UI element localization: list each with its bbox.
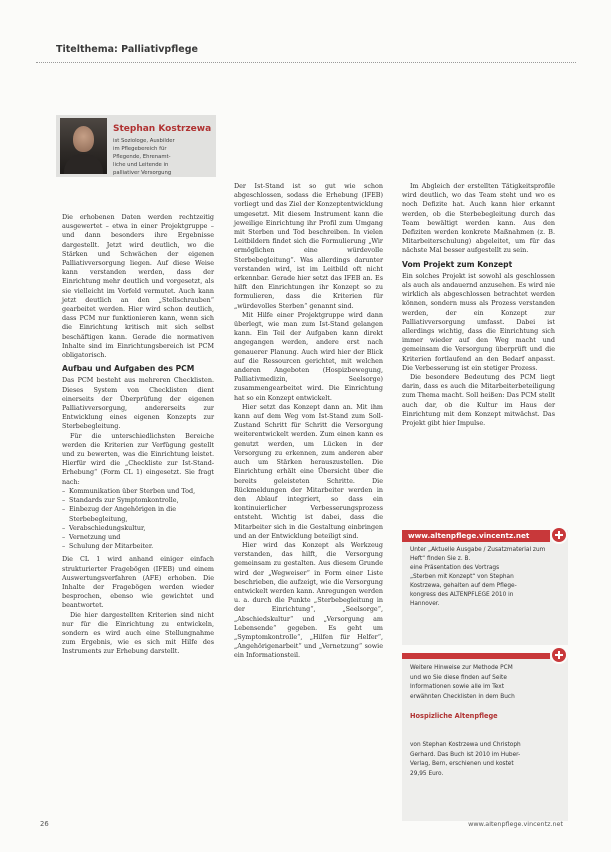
list-item: – Einbezug der Angehörigen in die Sterbebegleitung, (62, 505, 214, 523)
criteria-list (62, 487, 214, 551)
box-text: Unter „Aktuelle Ausgabe / Zusatzmaterial zum Heft“ finden Sie z. B. eine Präsentation des Vortrags „Sterben mit Konzept“ von Stephan Kostrzewa, gehalten auf dem Pflege- kongress des ALTENPFLEGE 2010 in Hannover. (410, 547, 546, 607)
author-photo (60, 118, 107, 174)
author-name: Stephan Kostrzewa (113, 124, 212, 134)
section-heading: Vom Projekt zum Konzept (402, 259, 513, 269)
text-column-2 (234, 182, 383, 661)
paragraph: Die besondere Bedeutung des PCM liegt darin, dass es auch die Mitarbeiterbeteiligung zum Thema macht. Soll heißen: Das PCM stellt auch dar, ob die Kultur im Haus der Einrichtung mit dem Konzept mitwächst. Das Projekt gibt hier Impulse. (402, 373, 555, 428)
paragraph: Der Ist-Stand ist so gut wie schon abgeschlossen, sodass die Erhebung (IFEB) vorliegt und das Ziel der Konzeptentwicklung umgesetzt. Mit diesem Instrument kann die jeweilige Einrichtung ihr Profil zum Umgang mit Sterben und Tod beschreiben. In vielen Leitbildern findet sich die Formulierung „Wir ermöglichen eine würdevolle Sterbebegleitung“. Was allerdings darunter verstanden wird, ist im Leitbild oft nicht erkennbar. Gerade hier setzt das IFEB an. Es hilft den Einrichtungen ihr Konzept so zu formulieren, dass die Kriterien für „würdevolles Sterben“ genannt sind. (234, 182, 383, 310)
footer-url[interactable]: www.altenpflege.vincentz.net (468, 820, 563, 828)
book-title: Hospizliche Altenpflege (410, 712, 498, 720)
paragraph: Ein solches Projekt ist sowohl als geschlossen als auch als andauernd anzusehen. Es wird nie wirklich als abgeschlossen betrachtet werden können, sondern muss als Prozess verstanden werden, der ein Konzept zur Palliativversorgung umfasst. Dabei ist allerdings wichtig, dass die Einrichtung sich immer wieder auf den Weg macht und gemeinsam die Versorgung überprüft und die Kriterien fortlaufend an den Bedarf anpasst. Die Verbesserung ist ein stetiger Prozess. (402, 271, 555, 372)
paragraph: Hier setzt das Konzept dann an. Mit ihm kann auf dem Weg vom Ist-Stand zum Soll-Zustand Schritt für Schritt die Versorgung weiterentwickelt werden. Zum einen kann es genutzt werden, um Lücken in der Versorgung zu erkennen, zum anderen aber auch um Stärken herauszustellen. Die Einrichtung erhält eine Übersicht über die bereits geleisteten Schritte. Die Rückmeldungen der Mitarbeiter werden in den Ablauf integriert, so dass ein kontinuierlicher Verbesserungsprozess entsteht. Wichtig ist dabei, dass die Mitarbeiter sich in die Gestaltung einbringen und an der Entwicklung beteiligt sind. (234, 402, 383, 540)
author-bio: ist Soziologe, Ausbilder im Pflegebereich für Pflegende, Ehrenamt- liche und Leitende in palliativer Versorgung (113, 138, 175, 176)
paragraph: Hier wird das Konzept als Werkzeug verstanden, das hilft, die Versorgung gemeinsam zu gestalten. Aus diesem Grunde wird der „Wegweiser“ in Form einer Liste beschrieben, die aufzeigt, wie die Versorgung entwickelt werden kann. Anregungen werden u. a. durch die Punkte „Sterbebegleitung in der Einrichtung“, „Seelsorge“, „Abschiedskultur“ und „Versorgung am Lebensende“ gegeben. Es geht um „Symptomkontrolle“, „Hilfen für Helfer“, „Angehörigenarbeit“ und „Vernetzung“ sowie ein Informationsteil. (234, 540, 383, 660)
website-link[interactable]: www.altenpflege.vincentz.net (402, 530, 550, 542)
paragraph: Für die unterschiedlichsten Bereiche werden die Kriterien zur Verfügung gestellt und zu bewerten, was die Einrichtung leistet. Hierfür wird die „Checkliste zur Ist-Stand-Erhebung“ (Form CL 1) eingesetzt. Sie fragt nach: (62, 431, 214, 486)
page-number: 26 (40, 820, 49, 828)
plus-icon (550, 646, 568, 664)
online-info-box (402, 530, 568, 645)
paragraph: Die hier dargestellten Kriterien sind nicht nur für die Einrichtung zu entwickeln, sondern es wird auch eine Stellungnahme zum Ergebnis, wie es sich mit Hilfe des Instruments zur Erhebung darstellt. (62, 610, 214, 656)
section-title: Titelthema: Palliativpflege (56, 44, 198, 55)
paragraph: Das PCM besteht aus mehreren Checklisten. Dieses System von Checklisten dient einerseits der Überprüfung der eigenen Palliativversorgung, andererseits zur Entwicklung eines eigenen Konzepts zur Sterbebegleitung. (62, 376, 214, 431)
text-column-1 (62, 213, 214, 657)
list-item: – Kommunikation über Sterben und Tod, (62, 487, 214, 496)
paragraph: Die CL 1 wird anhand einiger einfach strukturierter Fragebögen (IFEB) und einem Auswertungsverfahren (AFE) erhoben. Die Inhalte der Fragebögen werden wieder besprochen, ebenso wie gewichtet und beantwortet. (62, 555, 214, 610)
box-accent-bar (402, 653, 550, 659)
paragraph: Im Abgleich der erstellten Tätigkeitsprofile wird deutlich, wo das Team steht und wo es noch Defizite hat. Auch kann hier erkannt werden, ob die Sterbebegleitung durch das Team bewältigt werden kann. Aus den Defiziten werden konkrete Maßnahmen (z. B. Mitarbeiterschulung) abgeleitet, um für das nächste Mal besser aufgestellt zu sein. (402, 182, 555, 255)
page-header (36, 34, 576, 63)
box-text: Weitere Hinweise zur Methode PCM und wo Sie diese finden auf Seite Informationen sowie alle im Text erwähnten Checklisten in dem Buch (410, 665, 515, 700)
section-heading: Aufbau und Aufgaben des PCM (62, 364, 195, 374)
paragraph: Die erhobenen Daten werden rechtzeitig ausgewertet – etwa in einer Projektgruppe – und dann besonders ihre Ergebnisse dargestellt. Jetzt wird deutlich, wo die Stärken und Schwächen der eigenen Palliativversorgung liegen. Auf diese Weise kann verstanden werden, dass der Einrichtung mehr deutlich und vorgesetzt, als sie vielleicht im Vorfeld vermutet. Auch kann jetzt deutlich an den „Stellschrauben“ gearbeitet werden. Hier wird schon deutlich, dass PCM nur funktionieren kann, wenn sich die Einrichtung kritisch mit sich selbst beschäftigen kann. Gerade die normativen Inhalte sind im Einrichtungsbereich ist PCM obligatorisch. (62, 213, 214, 360)
book-reference: von Stephan Kostrzewa und Christoph Gerhard. Das Buch ist 2010 im Huber- Verlag, Bern, erschienen und kostet 29,95 Euro. (410, 742, 521, 777)
list-item: – Schulung der Mitarbeiter. (62, 542, 214, 551)
paragraph: Mit Hilfe einer Projektgruppe wird dann überlegt, wie man zum Ist-Stand gelangen kann. Ein Teil der Aufgaben kann direkt angegangen werden, andere erst nach genauerer Planung. Auch wird hier der Blick auf die Ressourcen gerichtet, mit welchen anderen Angeboten (Hospizbewegung, Palliativmedizin, Seelsorge) zusammengearbeitet wird. Die Einrichtung hat so ein Konzept entwickelt. (234, 310, 383, 402)
author-box (56, 115, 216, 177)
plus-icon (550, 526, 568, 544)
list-item: – Vernetzung und (62, 533, 214, 542)
list-item: – Verabschiedungskultur, (62, 524, 214, 533)
text-column-3 (402, 182, 555, 428)
list-item: – Standards zur Symptomkontrolle, (62, 496, 214, 505)
book-info-box (402, 653, 568, 821)
